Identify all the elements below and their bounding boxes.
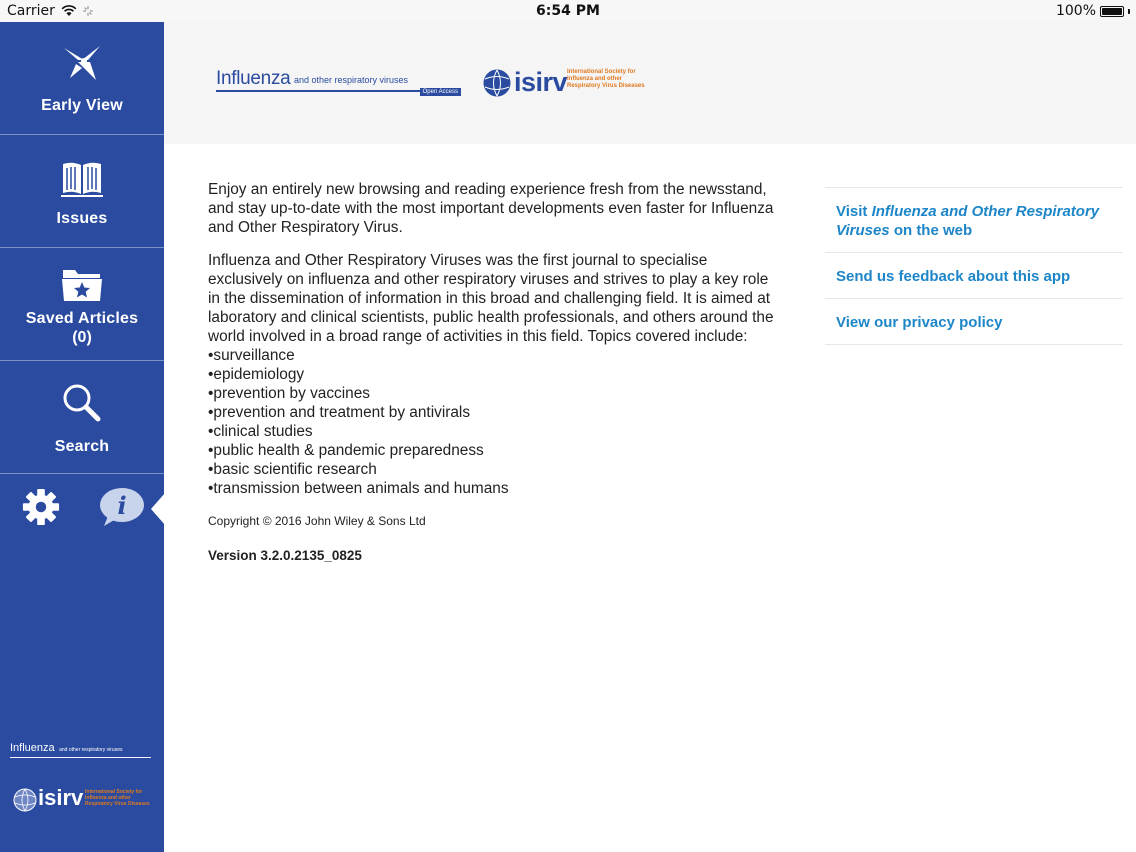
journal-logo-subtitle: and other respiratory viruses — [294, 75, 409, 85]
isirv-tagline-3: Respiratory Virus Diseases — [567, 83, 645, 89]
sidebar-isirv-tagline-1: International Society for — [85, 789, 143, 795]
journal-logo-title: Influenza — [216, 68, 291, 89]
isirv-tagline — [567, 69, 645, 90]
battery-percent: 100% — [1055, 3, 1096, 19]
description-paragraph: Influenza and Other Respiratory Viruses was the first journal to specialise exclusively on influenza and other respiratory viruses and strives to play a key role in the dissemination of information in this broad and challenging field. It is aimed at laboratory and clinical scientists, public health professionals, and others around the world involved in a broad range of activities in this field. Topics covered include: — [208, 252, 774, 345]
isirv-logo — [482, 66, 652, 100]
search-label: Search — [54, 438, 110, 455]
folder-star-icon — [60, 264, 104, 304]
battery-icon — [1100, 6, 1124, 17]
isirv-tagline-1: International Society for — [567, 69, 636, 75]
visit-journal-name: Influenza and Other Respiratory Viruses — [836, 203, 1100, 239]
links-panel — [825, 187, 1123, 345]
sidebar-isirv-word: isirv — [38, 785, 84, 810]
list-item: •public health & pandemic preparedness — [208, 442, 484, 459]
sidebar-logo-flu-small: and other respiratory viruses — [59, 747, 123, 753]
info-icon[interactable] — [98, 486, 146, 528]
status-bar — [0, 0, 1136, 22]
copyright-text: Copyright © 2016 John Wiley & Sons Ltd — [208, 514, 426, 528]
header-banner — [164, 22, 1136, 144]
sidebar-isirv-logo — [12, 786, 157, 816]
journal-logo — [216, 68, 461, 98]
intro-paragraph: Enjoy an entirely new browsing and reading experience fresh from the newsstand, and stay up-to-date with the most important developments even faster for Influenza and Other Respiratory Virus. — [208, 181, 774, 236]
topics-list — [208, 346, 778, 498]
sidebar-item-issues[interactable] — [0, 135, 164, 248]
issues-label: Issues — [56, 210, 108, 227]
visit-suffix: on the web — [889, 222, 973, 239]
about-content — [208, 180, 778, 498]
battery-status — [1056, 3, 1130, 19]
sidebar-logo-flu-text: Influenza — [10, 742, 55, 754]
globe-icon — [12, 787, 38, 813]
visit-prefix: Visit — [836, 203, 872, 220]
globe-icon — [482, 68, 512, 98]
version-text: Version 3.2.0.2135_0825 — [208, 548, 362, 563]
svg-text:i: i — [117, 491, 127, 520]
clock: 6:54 PM — [536, 3, 600, 19]
sidebar-isirv-tagline-2: Influenza and other — [85, 795, 131, 801]
sidebar-item-saved-articles[interactable] — [0, 248, 164, 361]
feedback-link[interactable]: Send us feedback about this app — [825, 252, 1123, 298]
sidebar-item-early-view[interactable] — [0, 22, 164, 135]
list-item: •clinical studies — [208, 423, 313, 440]
list-item: •epidemiology — [208, 366, 305, 383]
sidebar-influenza-logo — [10, 738, 155, 758]
open-access-badge: Open Access — [420, 88, 461, 96]
selection-pointer — [151, 493, 165, 525]
carrier-label: Carrier — [7, 3, 55, 19]
list-item: •basic scientific research — [208, 461, 377, 478]
sidebar — [0, 22, 164, 852]
list-item: •transmission between animals and humans — [208, 480, 509, 497]
book-icon — [60, 160, 104, 198]
list-item: •prevention and treatment by antivirals — [208, 404, 471, 421]
visit-website-link[interactable] — [825, 187, 1123, 252]
privacy-policy-link[interactable]: View our privacy policy — [825, 298, 1123, 345]
sidebar-item-search[interactable] — [0, 361, 164, 474]
sidebar-isirv-tagline-3: Respiratory Virus Diseases — [85, 801, 150, 807]
saved-articles-label: Saved Articles — [25, 310, 139, 327]
search-icon — [60, 381, 104, 425]
early-view-icon — [60, 40, 104, 84]
saved-articles-count: (0) — [72, 329, 92, 346]
gear-icon[interactable] — [22, 488, 60, 526]
list-item: •prevention by vaccines — [208, 385, 370, 402]
isirv-word: isirv — [514, 67, 568, 97]
isirv-tagline-2: Influenza and other — [567, 76, 623, 82]
early-view-label: Early View — [41, 97, 123, 114]
list-item: •surveillance — [208, 347, 295, 364]
